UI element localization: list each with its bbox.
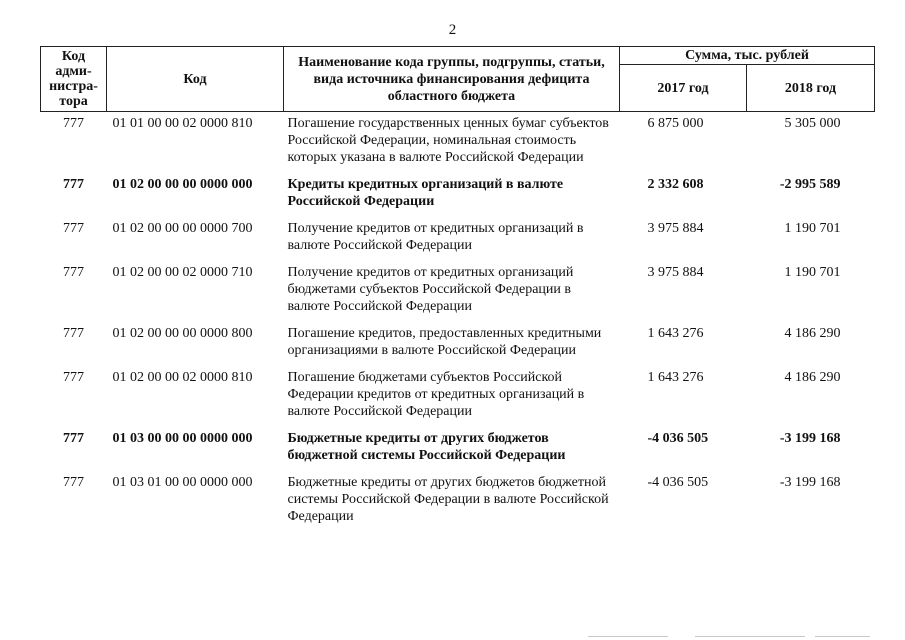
table-row (41, 112, 875, 174)
cell-sum-2018: -3 199 168 (779, 475, 841, 490)
table-header (41, 47, 875, 112)
cell-name: Погашение государственных ценных бумаг субъектов Российской Федерации, номинальная стоимость которых указана в валюте Российской Федерации (287, 116, 609, 165)
table-row (41, 471, 875, 532)
cell-sum-2018: 4 186 290 (784, 326, 841, 341)
cell-code: 01 02 00 00 02 0000 710 (112, 265, 253, 280)
cell-admin-code: 777 (63, 265, 84, 280)
table-row (41, 173, 875, 217)
cell-code: 01 01 00 00 02 0000 810 (112, 116, 253, 131)
scan-artifact-line (588, 636, 668, 637)
cell-sum-2017: 3 975 884 (647, 265, 704, 280)
header-year-2018: 2018 год (747, 65, 875, 112)
cell-sum-2018: -2 995 589 (779, 177, 841, 192)
header-code: Код (107, 47, 284, 112)
cell-name: Бюджетные кредиты от других бюджетов бюджетной системы Российской Федерации (287, 431, 566, 463)
scan-artifact-line (815, 636, 870, 637)
cell-admin-code: 777 (63, 221, 84, 236)
cell-admin-code: 777 (63, 326, 84, 341)
table-row (41, 217, 875, 261)
cell-code: 01 02 00 00 00 0000 800 (112, 326, 253, 341)
cell-name: Погашение бюджетами субъектов Российской Федерации кредитов от кредитных организаций в валюте Российской Федерации (287, 370, 585, 419)
cell-admin-code: 777 (63, 431, 84, 446)
cell-sum-2018: -3 199 168 (779, 431, 841, 446)
header-sum: Сумма, тыс. рублей (620, 47, 875, 65)
cell-sum-2018: 4 186 290 (784, 370, 841, 385)
cell-code: 01 03 00 00 00 0000 000 (112, 431, 253, 446)
header-admin-code: Код адми-нистра-тора (41, 47, 107, 112)
header-year-2017: 2017 год (620, 65, 747, 112)
cell-sum-2018: 1 190 701 (784, 265, 841, 280)
cell-name: Погашение кредитов, предоставленных кредитными организациями в валюте Российской Федерации (287, 326, 602, 358)
cell-code: 01 02 00 00 00 0000 000 (112, 177, 253, 192)
cell-name: Получение кредитов от кредитных организаций бюджетами субъектов Российской Федерации в валюте Российской Федерации (287, 265, 574, 314)
cell-admin-code: 777 (63, 116, 84, 131)
cell-admin-code: 777 (63, 177, 84, 192)
table-row (41, 366, 875, 427)
cell-sum-2018: 1 190 701 (784, 221, 841, 236)
scan-artifact-line (695, 636, 805, 637)
table-row (41, 261, 875, 322)
cell-name: Кредиты кредитных организаций в валюте Российской Федерации (287, 177, 564, 209)
financing-sources-table (40, 46, 875, 532)
cell-admin-code: 777 (63, 475, 84, 490)
cell-sum-2017: -4 036 505 (647, 431, 709, 446)
table-row (41, 322, 875, 366)
cell-sum-2017: 6 875 000 (647, 116, 704, 131)
table-row (41, 427, 875, 471)
cell-sum-2017: 2 332 608 (647, 177, 704, 192)
cell-code: 01 02 00 00 00 0000 700 (112, 221, 253, 236)
page-number: 2 (448, 22, 457, 38)
cell-name: Получение кредитов от кредитных организаций в валюте Российской Федерации (287, 221, 584, 253)
cell-name: Бюджетные кредиты от других бюджетов бюджетной системы Российской Федерации в валюте Российской Федерации (287, 475, 609, 524)
cell-admin-code: 777 (63, 370, 84, 385)
cell-sum-2017: 3 975 884 (647, 221, 704, 236)
table-body (41, 112, 875, 533)
cell-sum-2017: 1 643 276 (647, 326, 704, 341)
cell-sum-2018: 5 305 000 (784, 116, 841, 131)
cell-sum-2017: -4 036 505 (647, 475, 709, 490)
cell-code: 01 02 00 00 02 0000 810 (112, 370, 253, 385)
header-name: Наименование кода группы, подгруппы, статьи, вида источника финансирования дефицита областного бюджета (284, 47, 620, 112)
cell-code: 01 03 01 00 00 0000 000 (112, 475, 253, 490)
cell-sum-2017: 1 643 276 (647, 370, 704, 385)
